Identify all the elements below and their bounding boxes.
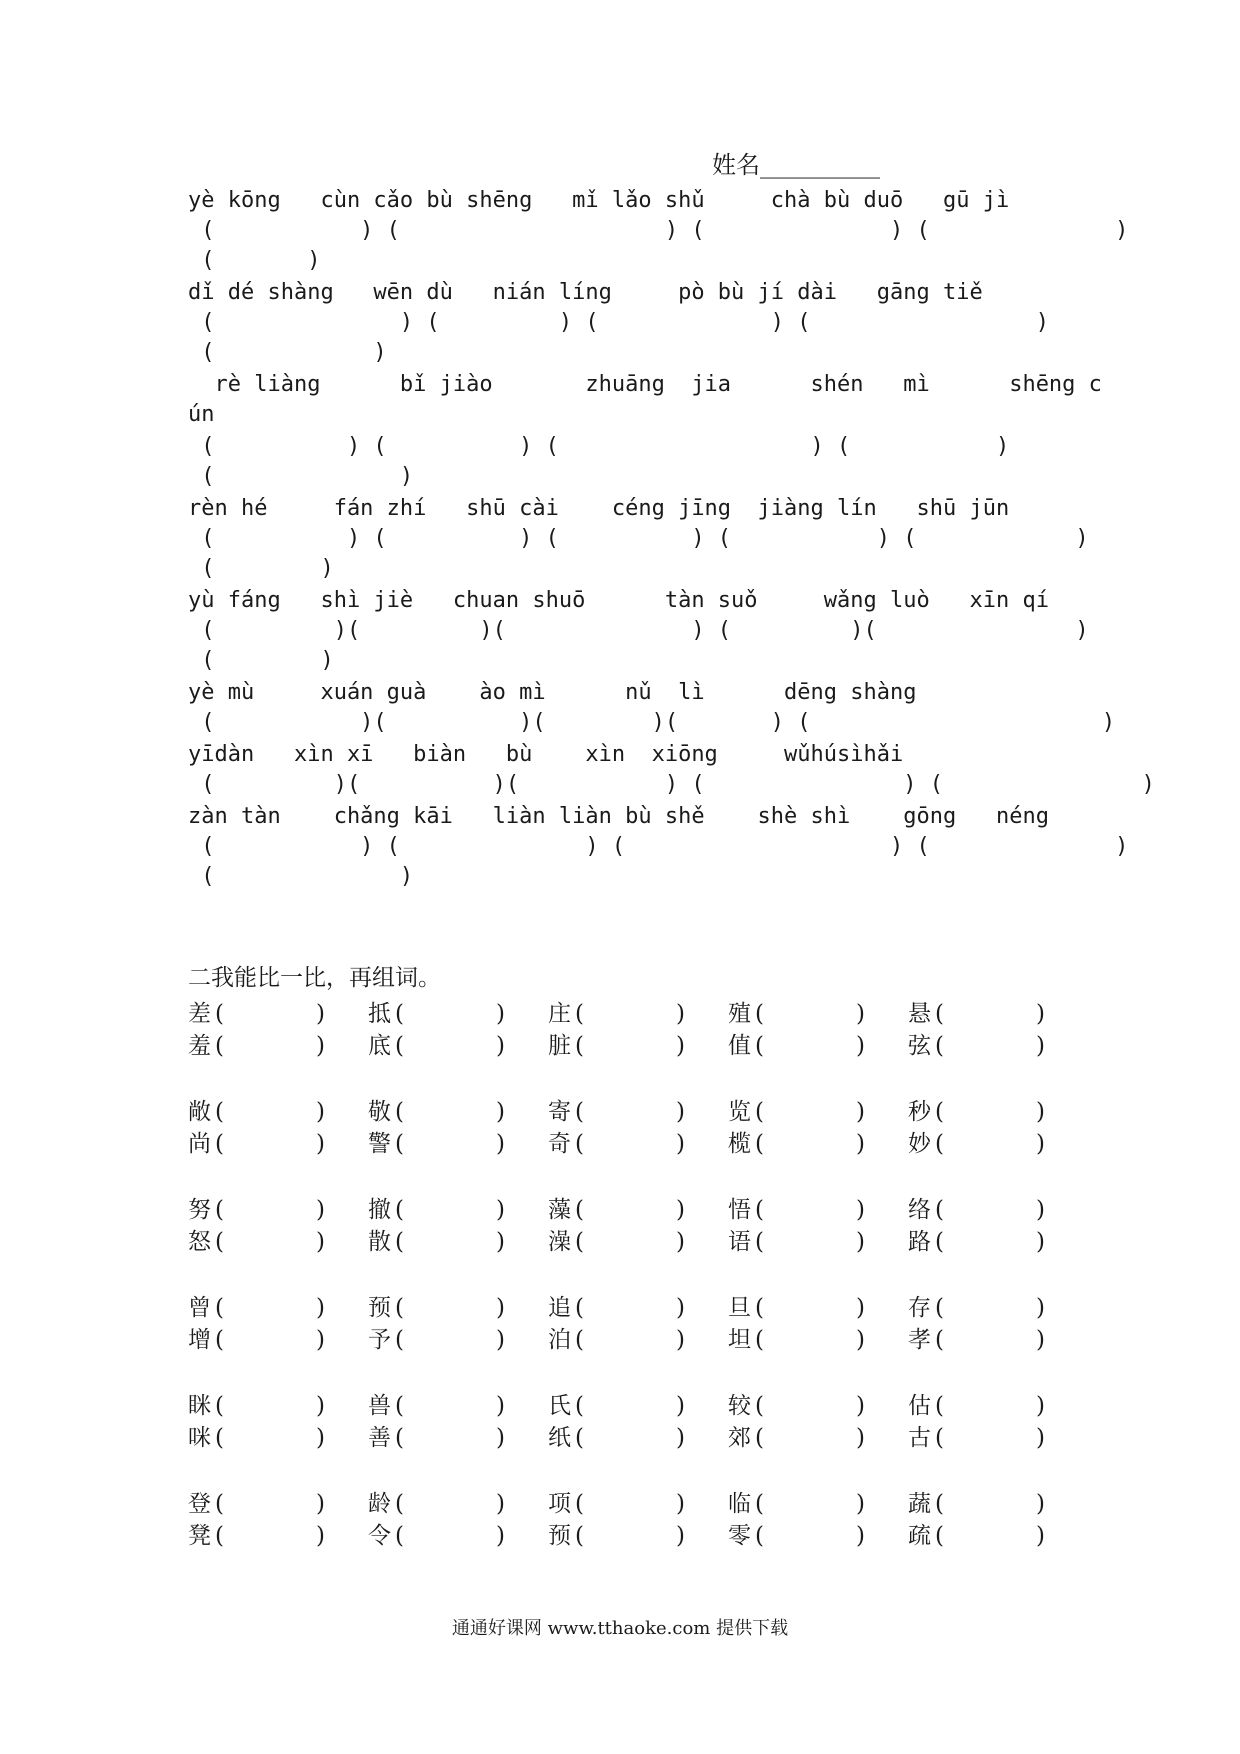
character: 寄	[548, 1099, 571, 1125]
character: 零	[728, 1523, 751, 1549]
character: 郊	[728, 1425, 751, 1451]
character: 路	[908, 1229, 931, 1255]
character: 蔬	[908, 1491, 931, 1517]
left-paren: (	[395, 1327, 404, 1353]
right-paren: )	[1036, 1295, 1045, 1321]
right-paren: )	[496, 1197, 505, 1223]
left-paren: (	[755, 1327, 764, 1353]
character: 尚	[188, 1131, 211, 1157]
left-paren: (	[755, 1393, 764, 1419]
left-paren: (	[575, 1491, 584, 1517]
left-paren: (	[395, 1001, 404, 1027]
left-paren: (	[935, 1229, 944, 1255]
pinyin-line: yè mù xuán guà ào mì nǔ lì dēng shàng	[188, 680, 917, 705]
word-blank[interactable]	[188, 1520, 368, 1552]
right-paren: )	[496, 1425, 505, 1451]
word-blank[interactable]	[548, 1520, 728, 1552]
right-paren: )	[676, 1001, 685, 1027]
left-paren: (	[935, 1327, 944, 1353]
word-row	[188, 1292, 1068, 1324]
left-paren: (	[755, 1001, 764, 1027]
left-paren: (	[215, 1001, 224, 1027]
right-paren: )	[676, 1491, 685, 1517]
right-paren: )	[316, 1523, 325, 1549]
right-paren: )	[856, 1425, 865, 1451]
word-blank[interactable]	[548, 1324, 728, 1356]
word-blank[interactable]	[548, 1422, 728, 1454]
name-field-label: 姓名__________	[712, 151, 880, 179]
right-paren: )	[856, 1523, 865, 1549]
character: 络	[908, 1197, 931, 1223]
answer-blank-line: ( )	[188, 248, 321, 273]
character: 咪	[188, 1425, 211, 1451]
word-blank[interactable]	[728, 1096, 908, 1128]
answer-blank-line: ( )( )( )( ) ( )	[188, 710, 1116, 735]
word-blank[interactable]	[188, 1128, 368, 1160]
right-paren: )	[1036, 1491, 1045, 1517]
left-paren: (	[575, 1523, 584, 1549]
word-blank[interactable]	[908, 1128, 1088, 1160]
left-paren: (	[395, 1295, 404, 1321]
right-paren: )	[1036, 1033, 1045, 1059]
word-blank[interactable]	[368, 1488, 548, 1520]
character: 撤	[368, 1197, 391, 1223]
word-blank[interactable]	[368, 1324, 548, 1356]
right-paren: )	[676, 1197, 685, 1223]
left-paren: (	[215, 1197, 224, 1223]
word-blank[interactable]	[548, 1194, 728, 1226]
word-blank[interactable]	[188, 1226, 368, 1258]
character: 疏	[908, 1523, 931, 1549]
right-paren: )	[676, 1393, 685, 1419]
word-blank[interactable]	[368, 998, 548, 1030]
word-blank[interactable]	[188, 1292, 368, 1324]
pinyin-line: ( )	[188, 648, 334, 673]
right-paren: )	[856, 1393, 865, 1419]
pinyin-line: yè kōng cùn cǎo bù shēng mǐ lǎo shǔ chà bù duō gū jì	[188, 188, 1010, 213]
left-paren: (	[755, 1523, 764, 1549]
right-paren: )	[1036, 1197, 1045, 1223]
character: 曾	[188, 1295, 211, 1321]
word-blank[interactable]	[368, 1128, 548, 1160]
right-paren: )	[676, 1327, 685, 1353]
left-paren: (	[575, 1033, 584, 1059]
right-paren: )	[496, 1001, 505, 1027]
character: 览	[728, 1099, 751, 1125]
left-paren: (	[215, 1033, 224, 1059]
word-blank[interactable]	[728, 1520, 908, 1552]
character: 弦	[908, 1033, 931, 1059]
right-paren: )	[316, 1033, 325, 1059]
word-row	[188, 1422, 1068, 1454]
left-paren: (	[215, 1229, 224, 1255]
answer-blank-line: ( )( )( ) ( ) ( )	[188, 772, 1155, 797]
word-blank[interactable]	[548, 1226, 728, 1258]
character: 凳	[188, 1523, 211, 1549]
word-blank[interactable]	[908, 1422, 1088, 1454]
right-paren: )	[1036, 1327, 1045, 1353]
left-paren: (	[575, 1425, 584, 1451]
character: 泊	[548, 1327, 571, 1353]
word-blank[interactable]	[548, 1292, 728, 1324]
character: 差	[188, 1001, 211, 1027]
footer-credit: 通通好课网 www.tthaoke.com 提供下载	[451, 1618, 789, 1639]
character: 存	[908, 1295, 931, 1321]
right-paren: )	[1036, 1425, 1045, 1451]
word-blank[interactable]	[548, 998, 728, 1030]
word-blank[interactable]	[368, 1226, 548, 1258]
word-row	[188, 1226, 1068, 1258]
word-blank[interactable]	[368, 1194, 548, 1226]
word-blank[interactable]	[908, 1520, 1088, 1552]
left-paren: (	[755, 1197, 764, 1223]
character: 底	[368, 1033, 391, 1059]
left-paren: (	[935, 1131, 944, 1157]
word-blank[interactable]	[908, 1030, 1088, 1062]
left-paren: (	[215, 1327, 224, 1353]
right-paren: )	[496, 1491, 505, 1517]
right-paren: )	[1036, 1229, 1045, 1255]
right-paren: )	[1036, 1131, 1045, 1157]
character: 敬	[368, 1099, 391, 1125]
word-blank[interactable]	[908, 998, 1088, 1030]
pinyin-line: yù fáng shì jiè chuan shuō tàn suǒ wǎng luò xīn qí	[188, 588, 1049, 613]
word-blank[interactable]	[188, 1422, 368, 1454]
word-blank[interactable]	[368, 1096, 548, 1128]
word-blank[interactable]	[548, 1488, 728, 1520]
character: 令	[368, 1523, 391, 1549]
left-paren: (	[575, 1197, 584, 1223]
left-paren: (	[575, 1001, 584, 1027]
word-row	[188, 1390, 1068, 1422]
character: 临	[728, 1491, 751, 1517]
left-paren: (	[575, 1327, 584, 1353]
pinyin-line: yīdàn xìn xī biàn bù xìn xiōng wǔhúsìhǎi	[188, 742, 904, 767]
left-paren: (	[575, 1393, 584, 1419]
word-blank[interactable]	[728, 1030, 908, 1062]
left-paren: (	[755, 1295, 764, 1321]
character: 坦	[728, 1327, 751, 1353]
left-paren: (	[215, 1491, 224, 1517]
right-paren: )	[316, 1197, 325, 1223]
word-blank[interactable]	[368, 1422, 548, 1454]
word-blank[interactable]	[548, 1030, 728, 1062]
word-blank[interactable]	[728, 1292, 908, 1324]
character: 预	[368, 1295, 391, 1321]
left-paren: (	[575, 1229, 584, 1255]
right-paren: )	[856, 1295, 865, 1321]
left-paren: (	[935, 1197, 944, 1223]
character: 妙	[908, 1131, 931, 1157]
left-paren: (	[395, 1099, 404, 1125]
right-paren: )	[496, 1393, 505, 1419]
character: 增	[188, 1327, 211, 1353]
right-paren: )	[676, 1295, 685, 1321]
character: 善	[368, 1425, 391, 1451]
right-paren: )	[1036, 1099, 1045, 1125]
left-paren: (	[755, 1491, 764, 1517]
word-blank[interactable]	[188, 1096, 368, 1128]
character: 羞	[188, 1033, 211, 1059]
right-paren: )	[676, 1229, 685, 1255]
right-paren: )	[1036, 1523, 1045, 1549]
left-paren: (	[395, 1197, 404, 1223]
character: 旦	[728, 1295, 751, 1321]
character: 兽	[368, 1393, 391, 1419]
right-paren: )	[316, 1393, 325, 1419]
word-blank[interactable]	[368, 1520, 548, 1552]
left-paren: (	[215, 1425, 224, 1451]
word-blank[interactable]	[188, 1488, 368, 1520]
left-paren: (	[575, 1099, 584, 1125]
word-blank[interactable]	[548, 1390, 728, 1422]
right-paren: )	[496, 1295, 505, 1321]
word-blank[interactable]	[728, 1194, 908, 1226]
word-blank[interactable]	[908, 1324, 1088, 1356]
word-blank[interactable]	[728, 998, 908, 1030]
word-blank[interactable]	[908, 1292, 1088, 1324]
pinyin-line: rè liàng bǐ jiào zhuāng jia shén mì shēng c	[188, 372, 1102, 397]
left-paren: (	[395, 1033, 404, 1059]
word-blank[interactable]	[908, 1390, 1088, 1422]
left-paren: (	[395, 1491, 404, 1517]
left-paren: (	[395, 1393, 404, 1419]
left-paren: (	[935, 1491, 944, 1517]
word-blank[interactable]	[188, 1030, 368, 1062]
character: 登	[188, 1491, 211, 1517]
answer-blank-line: ( ) ( ) ( ) ( )	[188, 434, 1010, 459]
right-paren: )	[316, 1229, 325, 1255]
right-paren: )	[856, 1131, 865, 1157]
word-blank[interactable]	[188, 1390, 368, 1422]
word-blank[interactable]	[548, 1128, 728, 1160]
right-paren: )	[856, 1197, 865, 1223]
character: 纸	[548, 1425, 571, 1451]
left-paren: (	[935, 1425, 944, 1451]
word-row	[188, 998, 1068, 1030]
word-blank[interactable]	[368, 1390, 548, 1422]
character: 予	[368, 1327, 391, 1353]
right-paren: )	[1036, 1001, 1045, 1027]
character: 澡	[548, 1229, 571, 1255]
right-paren: )	[316, 1327, 325, 1353]
word-blank[interactable]	[908, 1096, 1088, 1128]
right-paren: )	[316, 1425, 325, 1451]
word-blank[interactable]	[728, 1488, 908, 1520]
character: 氏	[548, 1393, 571, 1419]
left-paren: (	[935, 1295, 944, 1321]
character: 警	[368, 1131, 391, 1157]
pinyin-line: ( )	[188, 464, 414, 489]
right-paren: )	[496, 1099, 505, 1125]
character: 悬	[908, 1001, 931, 1027]
character: 怒	[188, 1229, 211, 1255]
right-paren: )	[496, 1033, 505, 1059]
right-paren: )	[496, 1523, 505, 1549]
left-paren: (	[215, 1523, 224, 1549]
right-paren: )	[856, 1001, 865, 1027]
word-row	[188, 1194, 1068, 1226]
left-paren: (	[755, 1099, 764, 1125]
word-row	[188, 1520, 1068, 1552]
answer-blank-line: ( ) ( ) ( ) ( ) ( )	[188, 526, 1089, 551]
character: 脏	[548, 1033, 571, 1059]
left-paren: (	[935, 1523, 944, 1549]
right-paren: )	[1036, 1393, 1045, 1419]
character: 孝	[908, 1327, 931, 1353]
word-blank[interactable]	[728, 1422, 908, 1454]
word-blank[interactable]	[188, 998, 368, 1030]
character: 预	[548, 1523, 571, 1549]
right-paren: )	[316, 1001, 325, 1027]
pinyin-line: ( ) ( ) ( ) ( )	[188, 834, 1129, 859]
right-paren: )	[496, 1327, 505, 1353]
pinyin-line: rèn hé fán zhí shū cài céng jīng jiàng lín shū jūn	[188, 496, 1010, 521]
word-row	[188, 1096, 1068, 1128]
character: 语	[728, 1229, 751, 1255]
word-blank[interactable]	[908, 1194, 1088, 1226]
character: 殖	[728, 1001, 751, 1027]
left-paren: (	[395, 1131, 404, 1157]
right-paren: )	[856, 1327, 865, 1353]
word-blank[interactable]	[728, 1128, 908, 1160]
left-paren: (	[215, 1295, 224, 1321]
character: 龄	[368, 1491, 391, 1517]
word-blank[interactable]	[368, 1030, 548, 1062]
left-paren: (	[755, 1425, 764, 1451]
word-row	[188, 1128, 1068, 1160]
character: 古	[908, 1425, 931, 1451]
character: 藻	[548, 1197, 571, 1223]
left-paren: (	[575, 1131, 584, 1157]
character: 追	[548, 1295, 571, 1321]
word-blank[interactable]	[188, 1324, 368, 1356]
word-blank[interactable]	[188, 1194, 368, 1226]
answer-blank-line: ( )	[188, 864, 414, 889]
left-paren: (	[755, 1229, 764, 1255]
character: 抵	[368, 1001, 391, 1027]
left-paren: (	[935, 1393, 944, 1419]
pinyin-line: ( )	[188, 556, 334, 581]
left-paren: (	[395, 1425, 404, 1451]
right-paren: )	[676, 1131, 685, 1157]
character: 敞	[188, 1099, 211, 1125]
left-paren: (	[935, 1033, 944, 1059]
left-paren: (	[215, 1099, 224, 1125]
pinyin-line: ún	[188, 402, 215, 427]
left-paren: (	[935, 1001, 944, 1027]
character: 较	[728, 1393, 751, 1419]
word-blank[interactable]	[728, 1324, 908, 1356]
answer-blank-line: ( ) ( ) ( ) ( )	[188, 310, 1049, 335]
word-blank[interactable]	[908, 1226, 1088, 1258]
right-paren: )	[316, 1131, 325, 1157]
section2-title: 二我能比一比，再组词。	[188, 965, 441, 991]
right-paren: )	[676, 1425, 685, 1451]
left-paren: (	[575, 1295, 584, 1321]
right-paren: )	[316, 1295, 325, 1321]
word-blank[interactable]	[728, 1390, 908, 1422]
character: 秒	[908, 1099, 931, 1125]
character: 努	[188, 1197, 211, 1223]
right-paren: )	[676, 1523, 685, 1549]
pinyin-line: dǐ dé shàng wēn dù nián líng pò bù jí dài gāng tiě	[188, 280, 983, 305]
answer-blank-line: ( )	[188, 340, 387, 365]
word-blank[interactable]	[908, 1488, 1088, 1520]
right-paren: )	[496, 1131, 505, 1157]
answer-blank-line: ( )( )( ) ( )( )	[188, 618, 1089, 643]
answer-blank-line: ( ) ( ) ( ) ( )	[188, 218, 1129, 243]
right-paren: )	[316, 1099, 325, 1125]
word-blank[interactable]	[548, 1096, 728, 1128]
right-paren: )	[856, 1099, 865, 1125]
character: 项	[548, 1491, 571, 1517]
character: 值	[728, 1033, 751, 1059]
character: 眯	[188, 1393, 211, 1419]
left-paren: (	[395, 1229, 404, 1255]
right-paren: )	[316, 1491, 325, 1517]
character: 庄	[548, 1001, 571, 1027]
character: 悟	[728, 1197, 751, 1223]
left-paren: (	[215, 1393, 224, 1419]
character: 奇	[548, 1131, 571, 1157]
character: 榄	[728, 1131, 751, 1157]
left-paren: (	[755, 1033, 764, 1059]
word-blank[interactable]	[368, 1292, 548, 1324]
word-blank[interactable]	[728, 1226, 908, 1258]
left-paren: (	[215, 1131, 224, 1157]
pinyin-line: zàn tàn chǎng kāi liàn liàn bù shě shè shì gōng néng	[188, 804, 1049, 829]
left-paren: (	[935, 1099, 944, 1125]
right-paren: )	[856, 1033, 865, 1059]
word-row	[188, 1488, 1068, 1520]
word-row	[188, 1030, 1068, 1062]
right-paren: )	[676, 1033, 685, 1059]
word-row	[188, 1324, 1068, 1356]
character: 散	[368, 1229, 391, 1255]
left-paren: (	[395, 1523, 404, 1549]
left-paren: (	[755, 1131, 764, 1157]
right-paren: )	[676, 1099, 685, 1125]
character: 估	[908, 1393, 931, 1419]
right-paren: )	[496, 1229, 505, 1255]
right-paren: )	[856, 1229, 865, 1255]
right-paren: )	[856, 1491, 865, 1517]
